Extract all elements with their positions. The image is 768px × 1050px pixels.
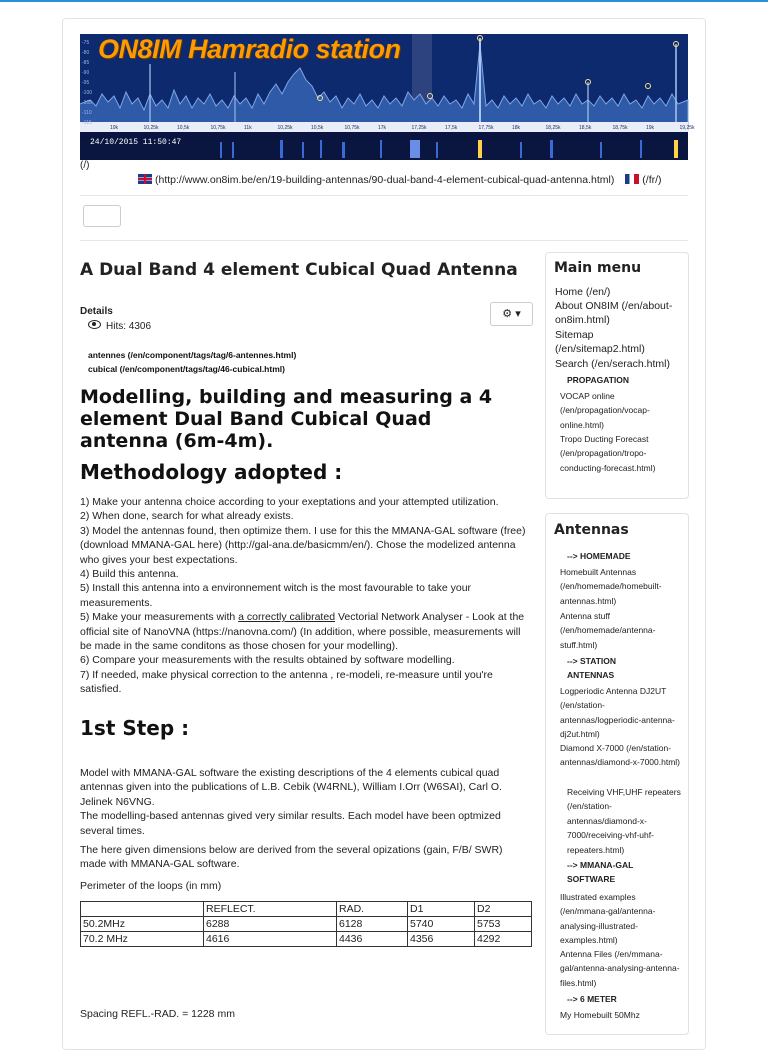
menu-item-50mhz[interactable]: My Homebuilt 50Mhz (560, 1010, 640, 1020)
menu-item-home[interactable]: Home (/en/) (555, 286, 611, 298)
table-cell: 4292 (475, 932, 532, 947)
antennas-title: Antennas (554, 522, 629, 538)
frequency-tick-label: 17k (378, 125, 387, 131)
heading-methodology: Methodology adopted : (80, 460, 343, 484)
step-item: 2) When done, search for what already exists. (80, 510, 294, 523)
frequency-tick-label: 10k (110, 125, 119, 131)
paragraph: Spacing REFL.-RAD. = 1228 mm (80, 1008, 235, 1020)
gear-icon: ⚙ (502, 308, 513, 320)
step-text: 5) Make your measurements with (80, 611, 239, 624)
step-item: 5) Install this antenna into a environnement witch is the most favourable to take your measurements. (80, 582, 472, 609)
tag-link-cubical[interactable]: cubical (/en/component/tags/tag/46-cubical.html) (88, 364, 285, 374)
spectrum-axis-label: -85 (82, 60, 90, 66)
divider (80, 195, 688, 196)
article-tools-button[interactable] (490, 302, 533, 326)
frequency-tick-label: 17,25k (411, 125, 427, 131)
table-cell: 5740 (408, 917, 475, 932)
spectrum-axis-label: -75 (82, 40, 90, 46)
frequency-tick-label: 10,75k (210, 125, 226, 131)
menu-item-logperiodic[interactable]: Logperiodic Antenna DJ2UT (/en/station-antennas/logperiodic-antenna-dj2ut.html) (560, 686, 675, 740)
methodology-steps (80, 495, 530, 697)
frequency-tick-label: 10,25k (143, 125, 159, 131)
homemade-heading[interactable]: --> HOMEMADE (567, 551, 631, 561)
frequency-tick-label: 18,75k (612, 125, 628, 131)
menu-item-about[interactable]: About ON8IM (/en/about-on8im.html) (555, 300, 673, 327)
main-menu-title: Main menu (554, 260, 642, 276)
paragraph-text: The modelling-based antennas gived very similar results. Each model have been optmized several times. (80, 810, 501, 837)
step-item: 1) Make your antenna choice according to your exeptations and your attempted utilization. (80, 496, 499, 508)
table-cell: 4436 (337, 932, 408, 947)
table-caption: Perimeter of the loops (in mm) (80, 880, 222, 892)
eye-icon (88, 320, 101, 329)
heading-first-step: 1st Step : (80, 716, 190, 740)
table-cell: 6128 (337, 917, 408, 932)
uk-flag-icon[interactable] (138, 174, 152, 184)
menu-item-homebuilt[interactable]: Homebuilt Antennas (/en/homemade/homebuilt-antennas.html) (560, 567, 662, 606)
spectrum-axis-label: -115 (82, 120, 92, 126)
table-cell: 70.2 MHz (81, 932, 204, 947)
france-flag-icon[interactable] (625, 174, 639, 184)
paragraph-text: Model with MMANA-GAL software the existing descriptions of the 4 elements cubical quad antennas given into the publications of L.B. Cebik (W4RNL), William I.Orr (W6SAI), Carl O. Jelinek N6VNG. (80, 767, 502, 808)
step-item: 7) If needed, make physical correction to the antenna , re-modeli, re-measure until you're satisfied. (80, 668, 493, 696)
menu-item-antenna-stuff[interactable]: Antenna stuff (/en/homemade/antenna-stuff.html) (560, 611, 656, 650)
table-cell: 50.2MHz (81, 917, 204, 932)
step-item: 4) Build this antenna. (80, 568, 179, 581)
article-title: A Dual Band 4 element Cubical Quad Antenna (80, 260, 518, 280)
top-accent-line (0, 0, 768, 2)
table-cell: 6288 (204, 917, 337, 932)
home-logo-link[interactable]: (/) (80, 160, 90, 171)
table-cell: D2 (475, 902, 532, 917)
frequency-tick-label: 10,5k (311, 125, 324, 131)
frequency-tick-label: 17,5k (445, 125, 458, 131)
frequency-tick-label: 18k (512, 125, 521, 131)
menu-item-tropo[interactable]: Tropo Ducting Forecast (/en/propagation/tropo-conducting-forecast.html) (560, 434, 656, 473)
frequency-tick-label: 10,25k (277, 125, 293, 131)
menu-item-sitemap[interactable]: Sitemap (/en/sitemap2.html) (555, 329, 645, 356)
loop-perimeter-table (80, 901, 532, 947)
tag-link-antennes[interactable]: antennes (/en/component/tags/tag/6-antennes.html) (88, 350, 297, 360)
propagation-heading[interactable]: PROPAGATION (567, 375, 630, 385)
frequency-tick-label: 10,75k (344, 125, 360, 131)
menu-item-repeaters[interactable]: Receiving VHF,UHF repeaters (/en/station-antennas/diamond-x-7000/receiving-vhf-uhf-repeaters.html) (567, 787, 681, 855)
frequency-tick-label: 17,75k (478, 125, 494, 131)
menu-item-illustrated[interactable]: Illustrated examples (/en/mmana-gal/antenna-analysing-illustrated-examples.html) (560, 892, 656, 946)
article-heading-modelling: Modelling, building and measuring a 4 element Dual Band Cubical Quad antenna (6m-4m). (80, 386, 493, 452)
paragraph: The here given dimensions below are derived from the several opizations (gain, F/B/ SWR) made with MMANA-GAL software. (80, 844, 503, 871)
spectrum-axis-label: -80 (82, 50, 90, 56)
mmana-heading[interactable]: --> MMANA-GAL SOFTWARE (567, 860, 634, 885)
table-header-row (81, 902, 532, 917)
table-cell: D1 (408, 902, 475, 917)
frequency-tick-label: 11k (244, 125, 252, 131)
frequency-tick-label: 18,25k (545, 125, 561, 131)
hits-text: Hits: 4306 (106, 321, 152, 332)
table-cell: 4616 (204, 932, 337, 947)
station-heading[interactable]: --> STATION ANTENNAS (567, 656, 617, 681)
paragraph (80, 766, 530, 838)
step-item (80, 610, 530, 653)
table-row (81, 932, 532, 947)
spectrum-axis-label: -90 (82, 70, 90, 76)
table-cell (81, 902, 204, 917)
english-link[interactable]: (http://www.on8im.be/en/19-building-antennas/90-dual-band-4-element-cubical-quad-antenna.html) (155, 174, 615, 186)
menu-item-vocap[interactable]: VOCAP online (/en/propagation/vocap-online.html) (560, 391, 650, 430)
search-box[interactable] (83, 205, 121, 227)
frequency-tick-label: 10,5k (177, 125, 190, 131)
step-item: 6) Compare your measurements with the results obtained by software modelling. (80, 654, 455, 667)
frequency-tick-label: 19,25k (679, 125, 695, 131)
details-label: Details (80, 306, 113, 317)
language-switcher (138, 174, 662, 186)
banner-title: ON8IM Hamradio station (98, 34, 401, 64)
frequency-tick-label: 18,5k (579, 125, 592, 131)
banner-timestamp: 24/10/2015 11:50:47 (90, 138, 182, 147)
spectrum-axis-label: -95 (82, 80, 90, 86)
menu-item-diamond[interactable]: Diamond X-7000 (/en/station-antennas/diamond-x-7000.html) (560, 743, 681, 768)
table-cell: 5753 (475, 917, 532, 932)
menu-item-antenna-files[interactable]: Antenna Files (/en/mmana-gal/antenna-analysing-antenna-files.html) (560, 949, 680, 988)
calibrated-link[interactable]: a correctly calibrated (238, 611, 336, 624)
table-cell: RAD. (337, 902, 408, 917)
french-link[interactable]: (/fr/) (642, 174, 662, 186)
spectrum-axis-label: -110 (82, 110, 92, 116)
step-item: 3) Model the antennas found, then optimize them. I use for this the MMANA-GAL software (free) (download MMANA-GAL here) (http://gal-ana.de/basicmm/en/). Chose the modelized antenna who gives your best expectations. (80, 524, 526, 566)
table-row (81, 917, 532, 932)
table-cell: 4356 (408, 932, 475, 947)
caret-down-icon: ▾ (515, 308, 521, 320)
hits-counter (88, 320, 151, 332)
table-cell: REFLECT. (204, 902, 337, 917)
spectrum-axis-label: -105 (82, 100, 93, 106)
six-meter-heading[interactable]: --> 6 METER (567, 994, 617, 1004)
divider (80, 240, 688, 241)
step-text: Vectorial Network Analyser - Look at the official site of NanoVNA (https://nanovna.com/) (In addition, where possible, measurements will be made in the same conditons as those chosen for your modelling). (80, 611, 525, 653)
site-banner[interactable] (80, 34, 695, 160)
spectrum-axis-label: -100 (82, 90, 93, 96)
menu-item-search[interactable]: Search (/en/serach.html) (555, 358, 670, 370)
frequency-tick-label: 19k (646, 125, 655, 131)
